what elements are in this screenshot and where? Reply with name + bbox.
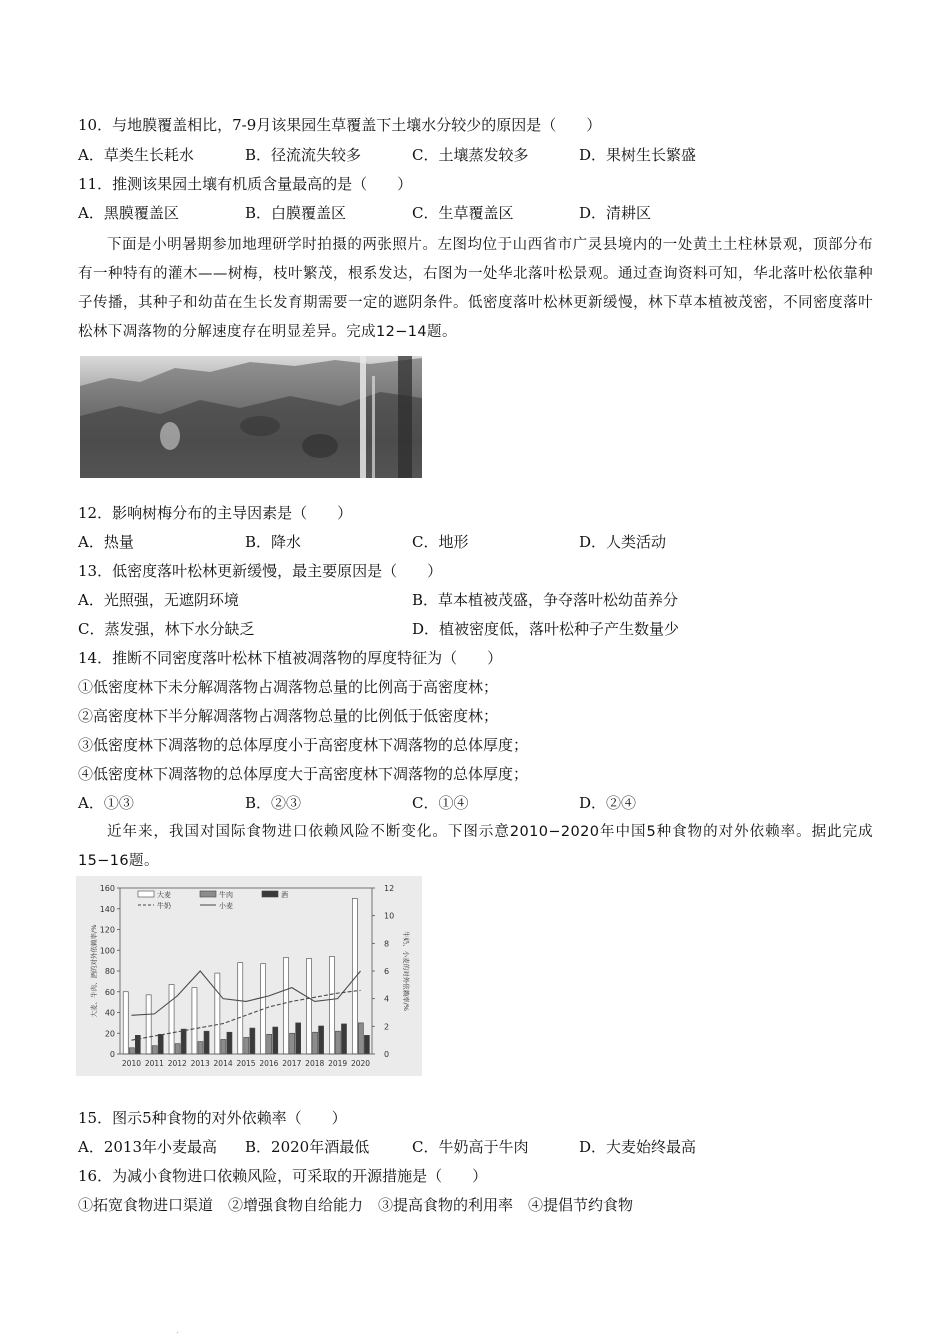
line-牛奶 xyxy=(131,990,360,1040)
x-tick-label: 2016 xyxy=(259,1059,279,1068)
y-left-tick-label: 0 xyxy=(109,1050,115,1059)
q15-option-b[interactable]: B．2020年酒最低 xyxy=(245,1138,370,1156)
q15-option-a[interactable]: A．2013年小麦最高 xyxy=(78,1138,218,1156)
q12-option-c[interactable]: C．地形 xyxy=(412,533,469,551)
q10-option-c[interactable]: C．土壤蒸发较多 xyxy=(412,146,529,164)
bar-牛肉 xyxy=(335,1031,340,1054)
legend-swatch-酒 xyxy=(262,891,278,897)
q12-option-b[interactable]: B．降水 xyxy=(245,533,302,551)
legend-label-大麦: 大麦 xyxy=(157,891,171,899)
q16-stem: 16．为减小食物进口依赖风险，可采取的开源措施是（ ） xyxy=(78,1167,488,1185)
y-right-tick-label: 12 xyxy=(384,884,395,893)
y-left-tick-label: 20 xyxy=(104,1029,115,1039)
food-dependency-chart xyxy=(76,876,422,1076)
q11-option-c[interactable]: C．生草覆盖区 xyxy=(412,204,514,222)
line-小麦 xyxy=(131,971,360,1015)
q14-stem: 14．推断不同密度落叶松林下植被凋落物的厚度特征为（ ） xyxy=(78,649,503,667)
y-right-tick-label: 6 xyxy=(384,967,390,976)
q14-statement-3: ③低密度林下凋落物的总体厚度小于高密度林下凋落物的总体厚度； xyxy=(78,736,529,754)
x-tick-label: 2015 xyxy=(236,1059,256,1068)
q15-option-c[interactable]: C．牛奶高于牛肉 xyxy=(412,1138,529,1156)
x-tick-label: 2010 xyxy=(121,1059,142,1068)
y-right-tick-label: 0 xyxy=(384,1050,390,1059)
q13-option-d[interactable]: D．植被密度低，落叶松种子产生数量少 xyxy=(412,620,680,638)
q10-stem: 10．与地膜覆盖相比，7-9月该果园生草覆盖下土壤水分较少的原因是（ ） xyxy=(78,116,602,134)
q14-option-a[interactable]: A．①③ xyxy=(78,794,134,812)
y-left-tick-label: 160 xyxy=(99,884,115,893)
bar-牛肉 xyxy=(129,1048,134,1054)
q10-option-d[interactable]: D．果树生长繁盛 xyxy=(579,146,697,164)
bar-大麦 xyxy=(192,988,197,1054)
q14-option-d[interactable]: D．②④ xyxy=(579,794,637,812)
q13-option-c[interactable]: C．蒸发强，林下水分缺乏 xyxy=(78,620,255,638)
bar-酒 xyxy=(204,1031,209,1054)
q13-stem: 13．低密度落叶松林更新缓慢，最主要原因是（ ） xyxy=(78,562,443,580)
bar-大麦 xyxy=(306,959,311,1054)
passage-2: 近年来，我国对国际食物进口依赖风险不断变化。下图示意2010−2020年中国5种食物的对外依赖率。据此完成15−16题。 xyxy=(78,824,873,869)
bar-酒 xyxy=(135,1035,140,1054)
q11-stem: 11．推测该果园土壤有机质含量最高的是（ ） xyxy=(78,175,413,193)
q14-statement-2: ②高密度林下半分解凋落物占凋落物总量的比例低于低密度林； xyxy=(78,707,499,725)
legend-swatch-牛肉 xyxy=(200,891,216,897)
bar-牛肉 xyxy=(152,1046,157,1054)
q11-option-b[interactable]: B．白膜覆盖区 xyxy=(245,204,347,222)
bar-牛肉 xyxy=(313,1032,318,1054)
photo-texture xyxy=(80,356,422,478)
bar-大麦 xyxy=(169,984,174,1054)
bar-牛肉 xyxy=(267,1034,272,1054)
footer-mark: . xyxy=(176,1326,179,1335)
bar-酒 xyxy=(296,1023,301,1054)
y-left-tick-label: 100 xyxy=(99,946,115,956)
y-right-axis-label: 牛奶、小麦的对外依赖率/% xyxy=(402,931,410,1011)
legend-label-酒: 酒 xyxy=(281,891,288,899)
bar-大麦 xyxy=(329,956,334,1054)
y-left-tick-label: 140 xyxy=(99,904,115,914)
q14-statement-1: ①低密度林下未分解凋落物占凋落物总量的比例高于高密度林； xyxy=(78,678,499,696)
y-right-tick-label: 10 xyxy=(384,911,395,921)
q14-option-c[interactable]: C．①④ xyxy=(412,794,469,812)
q13-option-a[interactable]: A．光照强，无遮阴环境 xyxy=(78,591,239,609)
bar-大麦 xyxy=(284,958,289,1054)
passage-1: 下面是小明暑期参加地理研学时拍摄的两张照片。左图均位于山西省市广灵县境内的一处黄土土柱林景观，顶部分布有一种特有的灌木——树梅，枝叶繁茂，根系发达，右图为一处华北落叶松景观。通过查询资料可知，华北落叶松依靠种子传播，其种子和幼苗在生长发育期需要一定的遮阴条件。低密度落叶松林更新缓慢，林下草本植被茂密，不同密度落叶松林下凋落物的分解速度存在明显差异。完成12−14题。 xyxy=(78,237,873,340)
bar-牛肉 xyxy=(175,1044,180,1054)
y-right-tick-label: 4 xyxy=(384,994,390,1004)
bar-大麦 xyxy=(123,992,128,1054)
bar-牛肉 xyxy=(244,1037,249,1054)
bar-大麦 xyxy=(215,973,220,1054)
bar-酒 xyxy=(319,1026,324,1054)
q10-option-a[interactable]: A．草类生长耗水 xyxy=(78,146,194,164)
legend-swatch-大麦 xyxy=(138,891,154,897)
legend-label-小麦: 小麦 xyxy=(219,902,233,910)
bar-牛肉 xyxy=(290,1033,295,1054)
y-left-tick-label: 80 xyxy=(104,967,115,976)
q13-option-b[interactable]: B．草本植被茂盛，争夺落叶松幼苗养分 xyxy=(412,591,679,609)
chart-svg xyxy=(76,876,422,1076)
x-tick-label: 2012 xyxy=(167,1059,187,1068)
bar-酒 xyxy=(341,1024,346,1054)
x-tick-label: 2013 xyxy=(190,1059,210,1068)
bar-大麦 xyxy=(238,963,243,1054)
y-left-axis-label: 大麦、牛肉、酒的对外依赖率/% xyxy=(90,924,98,1018)
bar-酒 xyxy=(273,1027,278,1054)
loess-pillar-photo xyxy=(80,356,422,478)
x-tick-label: 2020 xyxy=(350,1059,371,1068)
q12-stem: 12．影响树梅分布的主导因素是（ ） xyxy=(78,504,353,522)
bar-牛肉 xyxy=(198,1042,203,1054)
q14-option-b[interactable]: B．②③ xyxy=(245,794,302,812)
y-left-tick-label: 40 xyxy=(104,1008,115,1018)
q14-statement-4: ④低密度林下凋落物的总体厚度大于高密度林下凋落物的总体厚度； xyxy=(78,765,529,783)
legend-label-牛肉: 牛肉 xyxy=(219,891,233,899)
x-tick-label: 2014 xyxy=(213,1059,233,1068)
q15-stem: 15．图示5种食物的对外依赖率（ ） xyxy=(78,1109,347,1127)
bar-酒 xyxy=(364,1035,369,1054)
bar-酒 xyxy=(181,1029,186,1054)
legend-label-牛奶: 牛奶 xyxy=(157,902,171,910)
bar-牛肉 xyxy=(221,1039,226,1054)
x-tick-label: 2018 xyxy=(305,1059,325,1068)
y-right-tick-label: 2 xyxy=(384,1022,390,1032)
q12-option-a[interactable]: A．热量 xyxy=(78,533,134,551)
q11-option-a[interactable]: A．黑膜覆盖区 xyxy=(78,204,179,222)
q16-statements: ①拓宽食物进口渠道 ②增强食物自给能力 ③提高食物的利用率 ④提倡节约食物 xyxy=(78,1196,634,1214)
y-left-tick-label: 120 xyxy=(99,925,115,935)
x-tick-label: 2017 xyxy=(282,1059,302,1068)
bar-酒 xyxy=(158,1034,163,1054)
bar-大麦 xyxy=(146,995,151,1054)
q11-option-d[interactable]: D．清耕区 xyxy=(579,204,652,222)
q12-option-d[interactable]: D．人类活动 xyxy=(579,533,667,551)
y-right-tick-label: 8 xyxy=(384,939,390,949)
y-left-tick-label: 60 xyxy=(104,987,115,997)
q15-option-d[interactable]: D．大麦始终最高 xyxy=(579,1138,697,1156)
x-tick-label: 2019 xyxy=(328,1059,348,1068)
q10-option-b[interactable]: B．径流流失较多 xyxy=(245,146,362,164)
x-tick-label: 2011 xyxy=(144,1059,164,1068)
bar-牛肉 xyxy=(358,1023,363,1054)
bar-酒 xyxy=(250,1028,255,1054)
bar-酒 xyxy=(227,1032,232,1054)
